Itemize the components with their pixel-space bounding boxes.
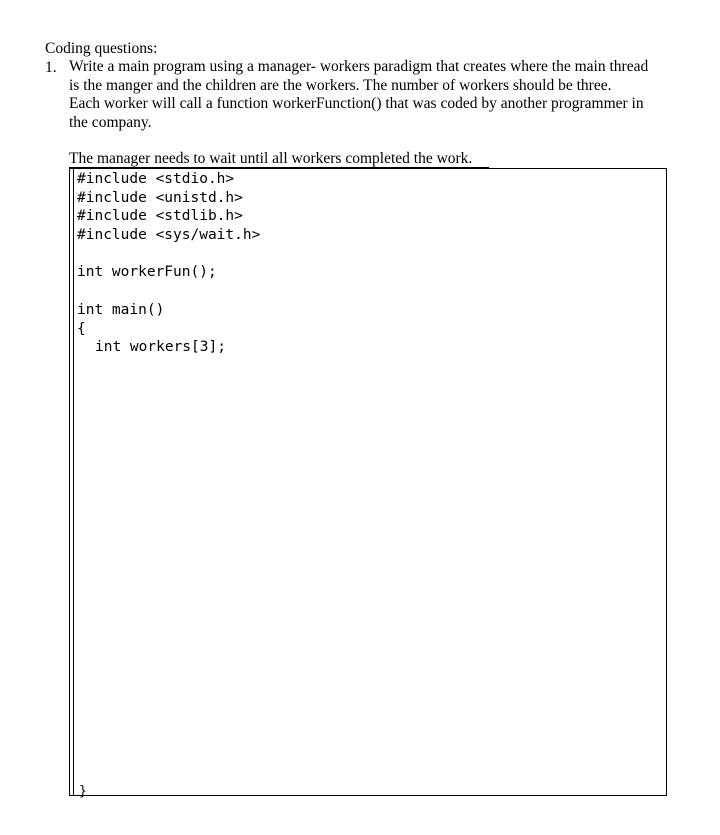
code-prototype-line: int workerFun(); [77, 264, 217, 281]
question-line: Each worker will call a function workerFunction() that was coded by another programmer in [69, 95, 644, 113]
code-open-brace: { [77, 320, 86, 337]
question-text [69, 58, 689, 132]
question-line: Write a main program using a manager- workers paradigm that creates where the main thread [69, 58, 649, 75]
manager-note: The manager needs to wait until all workers completed the work. [69, 150, 473, 167]
code-answer-box[interactable] [69, 168, 667, 799]
code-body-line: int workers[3]; [95, 339, 226, 356]
code-include-line: #include <sys/wait.h> [77, 227, 261, 244]
question-line: the company. [69, 113, 152, 131]
question-number: 1. [45, 59, 57, 76]
code-blank-line [77, 282, 260, 301]
code-listing [77, 170, 260, 357]
question-heading: Coding questions: [45, 40, 158, 57]
code-main-signature: int main() [77, 301, 165, 318]
code-close-brace: } [79, 784, 87, 799]
code-blank-line [77, 245, 260, 264]
code-box-inner-border [73, 169, 74, 795]
code-include-line: #include <stdio.h> [77, 171, 235, 187]
code-include-line: #include <stdlib.h> [77, 208, 243, 225]
code-include-line: #include <unistd.h> [77, 189, 243, 206]
question-line: is the manger and the children are the workers. The number of workers should be three. [69, 76, 612, 94]
